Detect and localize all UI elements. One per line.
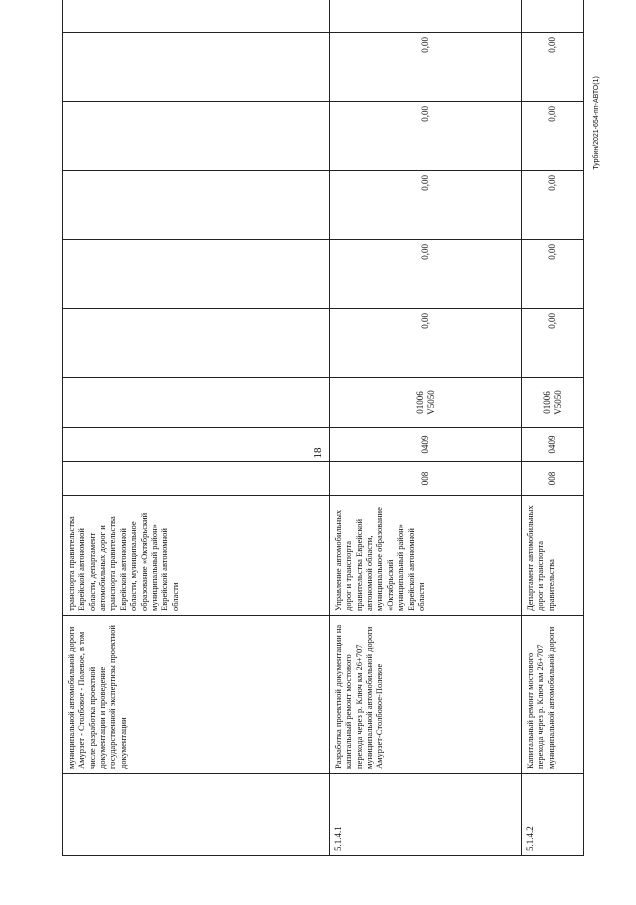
document-footer: Турбин/2021-654-пп-АВТО(1): [593, 76, 600, 170]
row-name: Разработка проектной документации на капитальный ремонт мостового перехода через р. Ключ км 26+707 муниципальной автомобильной дороги Амурзет-Столбовое-Полевое: [330, 616, 522, 774]
row-csr: [63, 378, 330, 428]
row-rzpr: [63, 428, 330, 462]
row-executor: Департамент автомобильных дорог и транспорта правительства: [522, 496, 584, 616]
row-grbs: 008: [522, 462, 584, 496]
row-csr: 01006 V5050: [330, 378, 522, 428]
page-number: 18: [312, 447, 324, 459]
row-value-2: 0,00: [522, 240, 584, 309]
row-name: муниципальной автомобильной дороги Амурзет - Столбовое - Полевое, в том числе разработка проектной документации и проведение государственной экспертизы проектной документации: [63, 616, 330, 774]
row-value-5: 0,00: [522, 33, 584, 102]
table-row: [330, 0, 522, 856]
row-rzpr: 0409: [330, 428, 522, 462]
row-number: 5.1.4.2: [522, 774, 584, 856]
row-number: [63, 774, 330, 856]
row-value-4: 0,00: [330, 102, 522, 171]
row-value-3: [63, 171, 330, 240]
row-value-3: 0,00: [522, 171, 584, 240]
row-value-2: [63, 240, 330, 309]
budget-table: [62, 0, 584, 856]
table-row: [522, 0, 584, 856]
row-value-6: [330, 0, 522, 33]
row-grbs: 008: [330, 462, 522, 496]
row-value-3: 0,00: [330, 171, 522, 240]
row-value-6: [522, 0, 584, 33]
row-value-6: [63, 0, 330, 33]
row-executor: Управление автомобильных дорог и транспорта правительства Еврейской автономной области, муниципальное образование «Октябрьский муниципальный район» Еврейской автономной области: [330, 496, 522, 616]
row-csr: 01006 V5050: [522, 378, 584, 428]
row-value-1: [63, 309, 330, 378]
row-value-4: 0,00: [522, 102, 584, 171]
rotated-table-container: [62, 33, 583, 856]
row-rzpr: 0409: [522, 428, 584, 462]
row-value-5: [63, 33, 330, 102]
row-value-4: [63, 102, 330, 171]
row-name: Капитальный ремонт мостового перехода через р. Ключ км 26+707 муниципальной автомобильной дороги: [522, 616, 584, 774]
row-value-1: 0,00: [330, 309, 522, 378]
row-value-5: 0,00: [330, 33, 522, 102]
table-row: [63, 0, 330, 856]
row-number: 5.1.4.1: [330, 774, 522, 856]
row-value-2: 0,00: [330, 240, 522, 309]
row-value-1: 0,00: [522, 309, 584, 378]
row-executor: транспорта правительства Еврейской автономной области, департамент автомобильных дорог и транспорта правительства Еврейской автономной области, муниципальное образование «Октябрьский муниципальный район» Еврейской автономной области: [63, 496, 330, 616]
row-grbs: [63, 462, 330, 496]
